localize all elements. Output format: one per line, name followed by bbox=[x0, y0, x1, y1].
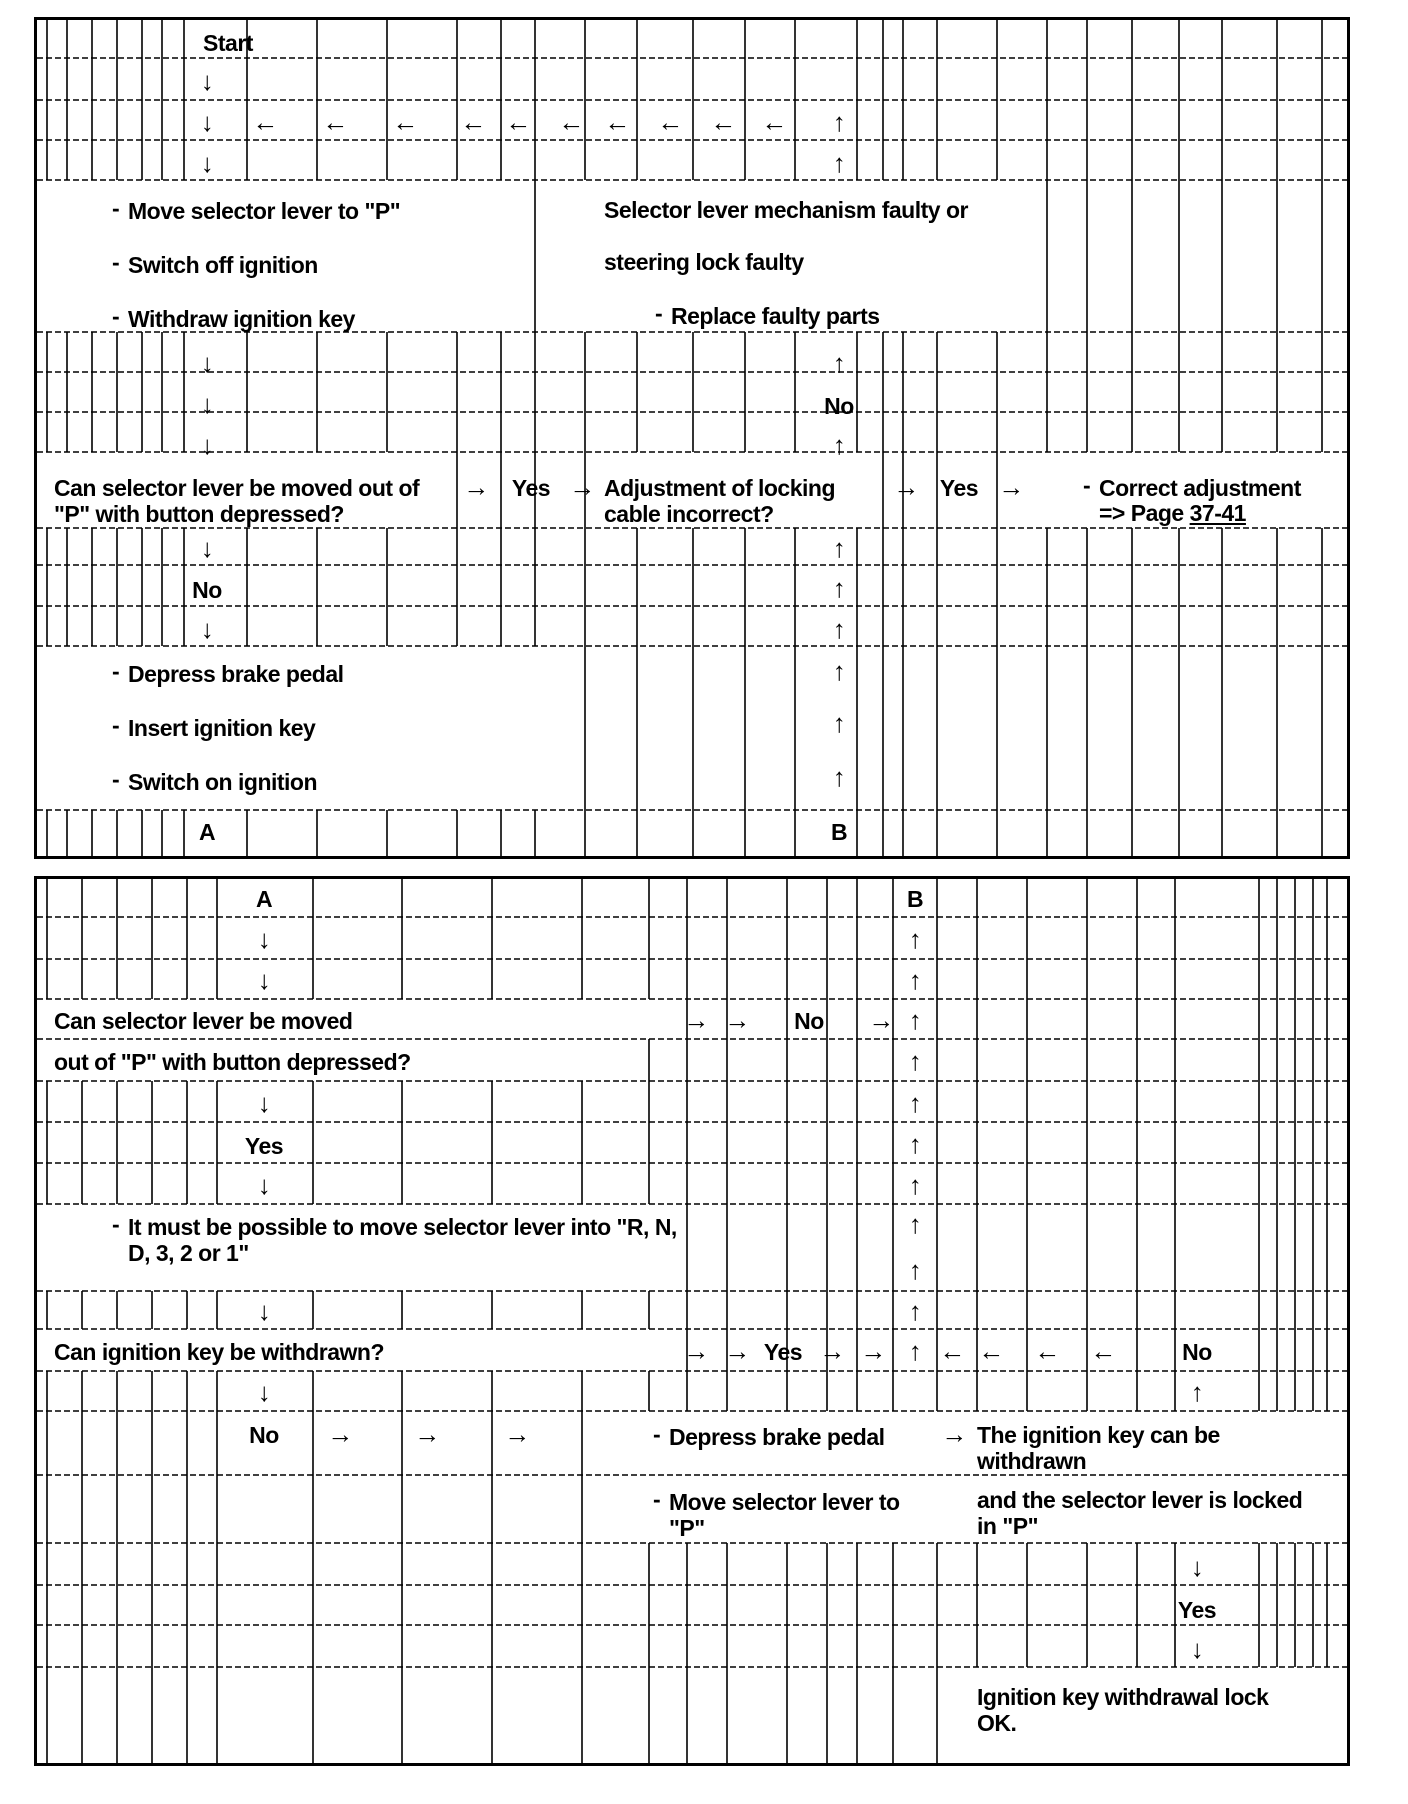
question-selector-moved: Can selector lever be moved out of "P" with button depressed? bbox=[54, 475, 420, 527]
arrow-left-icon: ← bbox=[252, 107, 278, 137]
arrow-right-icon: → bbox=[683, 1336, 709, 1366]
arrow-right-icon: → bbox=[724, 1336, 750, 1366]
arrow-up-icon: ↑ bbox=[832, 614, 846, 644]
fault-text-line1: Selector lever mechanism faulty or bbox=[604, 197, 968, 223]
arrow-up-icon: ↑ bbox=[908, 924, 922, 954]
fault-action: Replace faulty parts bbox=[671, 303, 880, 329]
arrow-up-icon: ↑ bbox=[908, 1296, 922, 1326]
arrow-down-icon: ↓ bbox=[257, 1088, 271, 1118]
page-reference bbox=[1099, 500, 1246, 526]
action-switch-off-ignition: Switch off ignition bbox=[128, 252, 318, 278]
arrow-left-icon: ← bbox=[978, 1336, 1004, 1366]
connector-a: A bbox=[198, 819, 216, 845]
arrow-right-icon: → bbox=[868, 1005, 894, 1035]
arrow-right-icon: → bbox=[414, 1419, 440, 1449]
arrow-down-icon: ↓ bbox=[200, 533, 214, 563]
arrow-up-icon: ↑ bbox=[908, 1046, 922, 1076]
connector-b: B bbox=[906, 886, 924, 912]
flowchart-panel-a bbox=[34, 17, 1350, 859]
no-label: No bbox=[249, 1422, 279, 1448]
bullet-dash: - bbox=[655, 300, 663, 326]
question-key-withdrawn: Can ignition key be withdrawn? bbox=[54, 1339, 385, 1365]
bullet-dash: - bbox=[112, 249, 120, 275]
arrow-up-icon: ↑ bbox=[832, 348, 846, 378]
arrow-up-icon: ↑ bbox=[908, 1209, 922, 1239]
arrow-up-icon: ↑ bbox=[908, 1088, 922, 1118]
bullet-dash: - bbox=[112, 766, 120, 792]
arrow-up-icon: ↑ bbox=[908, 1129, 922, 1159]
arrow-down-icon: ↓ bbox=[257, 965, 271, 995]
bullet-dash: - bbox=[1083, 472, 1091, 498]
bullet-dash: - bbox=[653, 1486, 661, 1512]
arrow-right-icon: → bbox=[893, 472, 919, 502]
arrow-left-icon: ← bbox=[657, 107, 683, 137]
arrow-down-icon: ↓ bbox=[257, 1377, 271, 1407]
arrow-right-icon: → bbox=[860, 1336, 886, 1366]
arrow-left-icon: ← bbox=[460, 107, 486, 137]
arrow-up-icon: ↑ bbox=[832, 762, 846, 792]
arrow-left-icon: ← bbox=[392, 107, 418, 137]
arrow-left-icon: ← bbox=[322, 107, 348, 137]
bullet-dash: - bbox=[112, 1211, 120, 1237]
arrow-up-icon: ↑ bbox=[908, 1005, 922, 1035]
question-selector-moved-line2: out of "P" with button depressed? bbox=[54, 1049, 411, 1075]
bullet-dash: - bbox=[112, 712, 120, 738]
flowchart-panel-b bbox=[34, 876, 1350, 1766]
arrow-up-icon: ↑ bbox=[832, 708, 846, 738]
question-cable-adjustment: Adjustment of locking cable incorrect? bbox=[604, 475, 835, 527]
question-selector-moved-line1: Can selector lever be moved bbox=[54, 1008, 353, 1034]
arrow-right-icon: → bbox=[569, 472, 595, 502]
arrow-down-icon: ↓ bbox=[200, 348, 214, 378]
arrow-down-icon: ↓ bbox=[200, 66, 214, 96]
no-label: No bbox=[1182, 1339, 1212, 1365]
arrow-up-icon: ↑ bbox=[832, 107, 846, 137]
yes-label: Yes bbox=[763, 1339, 803, 1365]
page-ref-prefix: => Page bbox=[1099, 500, 1184, 526]
bullet-dash: - bbox=[112, 195, 120, 221]
yes-label: Yes bbox=[1177, 1597, 1217, 1623]
no-label: No bbox=[794, 1008, 824, 1034]
arrow-up-icon: ↑ bbox=[832, 533, 846, 563]
action-depress-brake: Depress brake pedal bbox=[669, 1424, 885, 1450]
arrow-up-icon: ↑ bbox=[908, 1255, 922, 1285]
arrow-up-icon: ↑ bbox=[832, 148, 846, 178]
action-move-selector-p: Move selector lever to "P" bbox=[128, 198, 401, 224]
bullet-dash: - bbox=[112, 303, 120, 329]
fault-text-line2: steering lock faulty bbox=[604, 249, 804, 275]
arrow-up-icon: ↑ bbox=[832, 656, 846, 686]
arrow-down-icon: ↓ bbox=[257, 1170, 271, 1200]
no-label: No bbox=[192, 577, 222, 603]
action-move-selector-p: Move selector lever to "P" bbox=[669, 1489, 900, 1541]
action-insert-key: Insert ignition key bbox=[128, 715, 316, 741]
correct-adjustment-label: Correct adjustment bbox=[1099, 475, 1301, 501]
arrow-down-icon: ↓ bbox=[200, 614, 214, 644]
no-label: No bbox=[824, 393, 854, 419]
result-lever-locked: and the selector lever is locked in "P" bbox=[977, 1487, 1303, 1539]
arrow-down-icon: ↓ bbox=[200, 148, 214, 178]
arrow-down-icon: ↓ bbox=[1190, 1552, 1204, 1582]
arrow-left-icon: ← bbox=[939, 1336, 965, 1366]
arrow-up-icon: ↑ bbox=[908, 1336, 922, 1366]
arrow-left-icon: ← bbox=[710, 107, 736, 137]
arrow-up-icon: ↑ bbox=[832, 573, 846, 603]
connector-a: A bbox=[255, 886, 273, 912]
arrow-left-icon: ← bbox=[558, 107, 584, 137]
arrow-left-icon: ← bbox=[1090, 1336, 1116, 1366]
check-selector-positions: It must be possible to move selector lever into "R, N, D, 3, 2 or 1" bbox=[128, 1214, 677, 1266]
arrow-right-icon: → bbox=[327, 1419, 353, 1449]
arrow-right-icon: → bbox=[463, 472, 489, 502]
arrow-left-icon: ← bbox=[505, 107, 531, 137]
arrow-right-icon: → bbox=[998, 472, 1024, 502]
yes-label: Yes bbox=[939, 475, 979, 501]
connector-b: B bbox=[830, 819, 848, 845]
arrow-right-icon: → bbox=[941, 1419, 967, 1449]
arrow-up-icon: ↑ bbox=[908, 1170, 922, 1200]
arrow-right-icon: → bbox=[724, 1005, 750, 1035]
arrow-down-icon: ↓ bbox=[200, 107, 214, 137]
action-switch-on-ignition: Switch on ignition bbox=[128, 769, 318, 795]
arrow-right-icon: → bbox=[504, 1419, 530, 1449]
page-ref-link[interactable]: 37-41 bbox=[1189, 500, 1246, 526]
arrow-up-icon: ↑ bbox=[832, 430, 846, 460]
arrow-down-icon: ↓ bbox=[200, 430, 214, 460]
bullet-dash: - bbox=[653, 1421, 661, 1447]
arrow-down-icon: ↓ bbox=[257, 1296, 271, 1326]
yes-label: Yes bbox=[244, 1133, 284, 1159]
yes-label: Yes bbox=[511, 475, 551, 501]
action-depress-brake: Depress brake pedal bbox=[128, 661, 344, 687]
arrow-left-icon: ← bbox=[604, 107, 630, 137]
result-key-withdrawn: The ignition key can be withdrawn bbox=[977, 1422, 1220, 1474]
final-result: Ignition key withdrawal lock OK. bbox=[977, 1684, 1269, 1736]
arrow-right-icon: → bbox=[683, 1005, 709, 1035]
arrow-left-icon: ← bbox=[761, 107, 787, 137]
arrow-up-icon: ↑ bbox=[1190, 1377, 1204, 1407]
arrow-down-icon: ↓ bbox=[257, 924, 271, 954]
arrow-down-icon: ↓ bbox=[200, 389, 214, 419]
action-withdraw-key: Withdraw ignition key bbox=[128, 306, 355, 332]
start-label: Start bbox=[203, 30, 253, 56]
arrow-right-icon: → bbox=[819, 1336, 845, 1366]
arrow-left-icon: ← bbox=[1034, 1336, 1060, 1366]
arrow-down-icon: ↓ bbox=[1190, 1634, 1204, 1664]
arrow-up-icon: ↑ bbox=[908, 965, 922, 995]
bullet-dash: - bbox=[112, 658, 120, 684]
